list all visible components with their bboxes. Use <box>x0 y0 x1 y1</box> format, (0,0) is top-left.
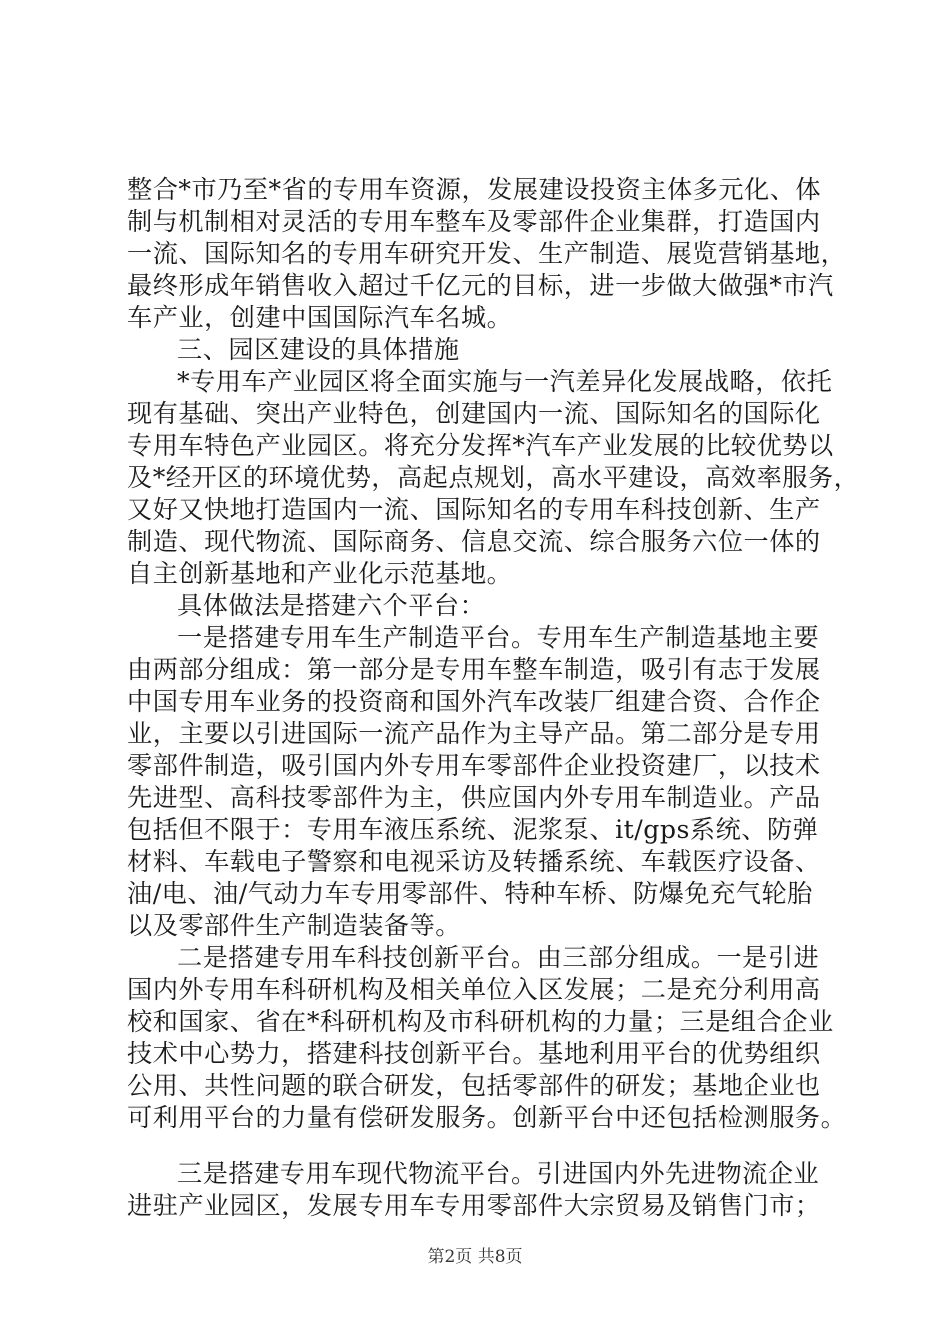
text-line: 一是搭建专用车生产制造平台。专用车生产制造基地主要 <box>177 623 820 652</box>
text-line: 校和国家、省在*科研机构及市科研机构的力量；三是组合企业 <box>127 1007 834 1036</box>
text-line: 及*经开区的环境优势，高起点规划，高水平建设，高效率服务， <box>127 463 860 492</box>
section-heading: 三、园区建设的具体措施 <box>177 335 460 364</box>
text-line: 进驻产业园区，发展专用车专用零部件大宗贸易及销售门市； <box>127 1191 821 1220</box>
page-footer: 第2页 共8页 <box>427 1247 523 1267</box>
text-line: 由两部分组成：第一部分是专用车整车制造，吸引有志于发展 <box>127 655 821 684</box>
text-line: 包括但不限于：专用车液压系统、泥浆泵、it/gps系统、防弹 <box>127 815 819 844</box>
text-line: 国内外专用车科研机构及相关单位入区发展；二是充分利用高 <box>127 975 821 1004</box>
text-line: 具体做法是搭建六个平台： <box>177 591 486 620</box>
text-line: 又好又快地打造国内一流、国际知名的专用车科技创新、生产 <box>127 495 821 524</box>
text-line: 二是搭建专用车科技创新平台。由三部分组成。一是引进 <box>177 943 820 972</box>
text-line: 最终形成年销售收入超过千亿元的目标，进一步做大做强*市汽 <box>127 271 834 300</box>
text-line: 先进型、高科技零部件为主，供应国内外专用车制造业。产品 <box>127 783 821 812</box>
text-line: 技术中心势力，搭建科技创新平台。基地利用平台的优势组织 <box>127 1039 821 1068</box>
text-line: 车产业，创建中国国际汽车名城。 <box>127 303 513 332</box>
text-line: 公用、共性问题的联合研发，包括零部件的研发；基地企业也 <box>127 1071 821 1100</box>
text-line: 制与机制相对灵活的专用车整车及零部件企业集群，打造国内 <box>127 207 821 236</box>
text-line: 现有基础、突出产业特色，创建国内一流、国际知名的国际化 <box>127 399 821 428</box>
text-line: 专用车特色产业园区。将充分发挥*汽车产业发展的比较优势以 <box>127 431 834 460</box>
text-line: 可利用平台的力量有偿研发服务。创新平台中还包括检测服务。 <box>127 1103 847 1132</box>
text-line: 三是搭建专用车现代物流平台。引进国内外先进物流企业 <box>177 1159 820 1188</box>
text-line: 材料、车载电子警察和电视采访及转播系统、车载医疗设备、 <box>127 847 821 876</box>
text-line: 以及零部件生产制造装备等。 <box>127 911 461 940</box>
text-line: 制造、现代物流、国际商务、信息交流、综合服务六位一体的 <box>127 527 821 556</box>
document-body <box>127 174 860 1222</box>
text-line: 油/电、油/气动力车专用零部件、特种车桥、防爆免充气轮胎 <box>127 879 813 908</box>
text-line: 一流、国际知名的专用车研究开发、生产制造、展览营销基地， <box>127 239 847 268</box>
text-line: 零部件制造，吸引国内外专用车零部件企业投资建厂，以技术 <box>127 751 821 780</box>
text-line: 中国专用车业务的投资商和国外汽车改装厂组建合资、合作企 <box>127 687 821 716</box>
text-line: *专用车产业园区将全面实施与一汽差异化发展战略，依托 <box>177 367 833 396</box>
text-line: 自主创新基地和产业化示范基地。 <box>127 559 513 588</box>
paragraph-gap <box>127 1134 847 1158</box>
text-line: 整合*市乃至*省的专用车资源，发展建设投资主体多元化、体 <box>127 175 822 204</box>
text-line: 业，主要以引进国际一流产品作为主导产品。第二部分是专用 <box>127 719 821 748</box>
